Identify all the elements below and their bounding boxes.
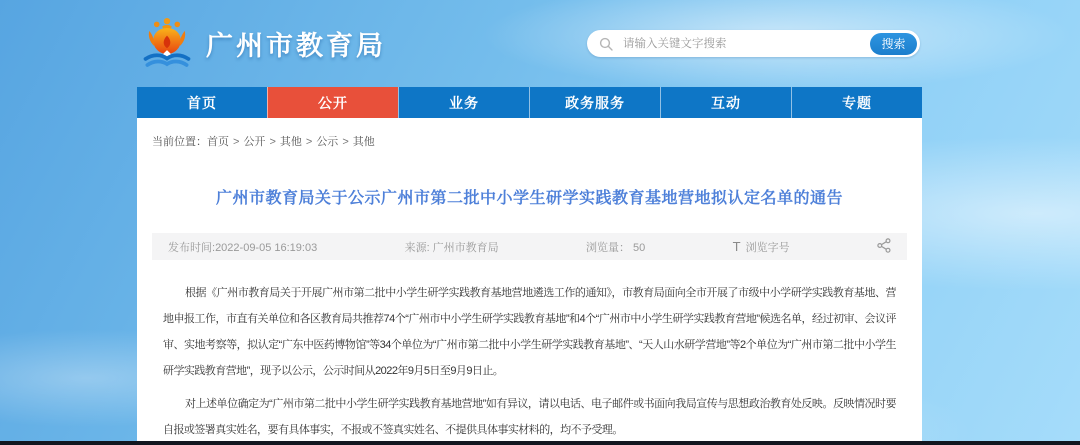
breadcrumb (137, 118, 922, 149)
breadcrumb-separator: > (305, 136, 313, 148)
nav-item-home[interactable]: 首页 (187, 94, 217, 111)
main-nav (137, 87, 922, 118)
breadcrumb-item-disclosure[interactable]: 公开 (243, 136, 266, 148)
nav-item-gov-services[interactable]: 政务服务 (529, 87, 660, 118)
article-paragraph: 对上述单位确定为“广州市第二批中小学生研学实践教育基地营地”如有异议，请以电话、电子邮件或书面向我局宣传与思想政治教育处反映。反映情况时要自报或签署真实姓名，要有具体事实，不报或不签真实姓名、不提供具体事实材料的，均不予受理。 (163, 398, 896, 436)
search-icon (599, 37, 613, 51)
breadcrumb-item-public-notice[interactable]: 公示 (316, 136, 339, 148)
site-title: 广州市教育局 (206, 31, 386, 61)
search-button[interactable]: 搜索 (870, 33, 917, 55)
nav-item-topics[interactable]: 专题 (791, 87, 922, 118)
breadcrumb-separator: > (269, 136, 276, 148)
site-header (137, 0, 922, 87)
content-panel (137, 118, 922, 445)
article-body (137, 280, 922, 443)
share-button[interactable] (877, 238, 891, 256)
nav-item-interaction[interactable]: 互动 (660, 87, 791, 118)
font-size-control[interactable]: T 浏览字号 (732, 238, 790, 254)
breadcrumb-separator: > (233, 136, 240, 148)
kapok-flower-logo-icon (139, 16, 195, 72)
breadcrumb-item-other2[interactable]: 其他 (352, 136, 375, 148)
search-bar (587, 30, 920, 57)
page-container (137, 0, 922, 445)
search-input[interactable] (621, 37, 870, 51)
article-source: 来源: 广州市教育局 (404, 241, 499, 254)
nav-item-disclosure[interactable]: 公开 (267, 87, 398, 118)
site-logo-link[interactable] (139, 16, 386, 72)
publish-time: 发布时间:2022-09-05 16:19:03 (168, 241, 318, 254)
article-title: 广州市教育局关于公示广州市第二批中小学生研学实践教育基地营地拟认定名单的通告 (215, 190, 843, 207)
share-icon (877, 238, 891, 256)
breadcrumb-separator: > (342, 136, 349, 148)
breadcrumb-item-other[interactable]: 其他 (279, 136, 302, 148)
article-paragraph: 根据《广州市教育局关于开展广州市第二批中小学生研学实践教育基地营地遴选工作的通知》，市教育局面向全市开展了市级中小学研学实践教育基地、营地申报工作，市直有关单位和各区教育局共推荐74个“广州市中小学生研学实践教育基地”和4个“广州市中小学生研学实践教育营地”候选名单，经过初审、会议评审、实地考察等，拟认定“广东中医药博物馆”等34个单位为“广州市第二批中小学生研学实践教育基地”、“天人山水研学营地”等2个单位为“广州市第二批中小学生研学实践教育营地”，现予以公示，公示时间从2022年9月5日至9月9日止。 (163, 287, 896, 377)
footer-edge (0, 441, 1080, 445)
breadcrumb-item-home[interactable]: 首页 (207, 136, 229, 148)
view-count: 浏览量： 50 (586, 241, 646, 254)
breadcrumb-label: 当前位置： (152, 136, 207, 148)
nav-item-business[interactable]: 业务 (398, 87, 529, 118)
font-size-t-icon: T (732, 238, 741, 254)
article-meta-bar (152, 233, 907, 260)
